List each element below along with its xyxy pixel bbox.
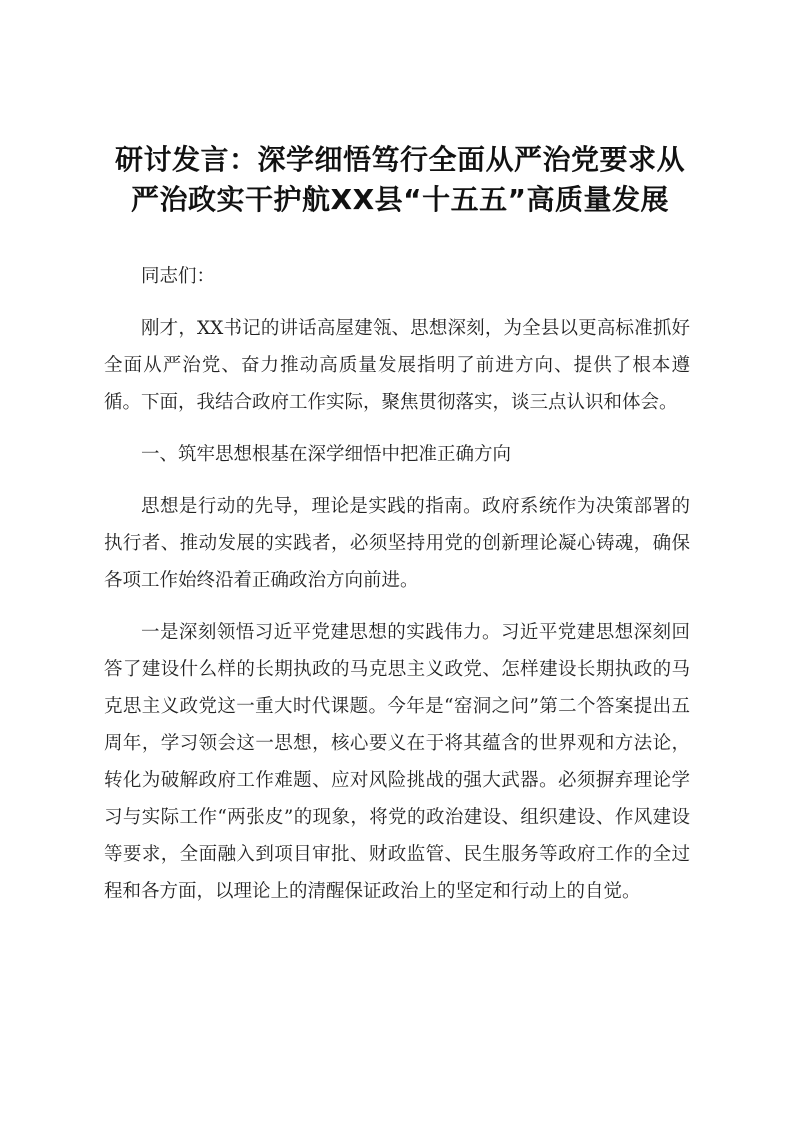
point-one-paragraph: 一是深刻领悟习近平党建思想的实践伟力。习近平党建思想深刻回答了建设什么样的长期执政的马克思主义政党、怎样建设长期执政的马克思主义政党这一重大时代课题。今年是“窑洞之问”第二个答案提出五周年，学习领会这一思想，核心要义在于将其蕴含的世界观和方法论，转化为破解政府工作难题、应对风险挑战的强大武器。必须摒弃理论学习与实际工作“两张皮”的现象，将党的政治建设、组织建设、作风建设等要求，全面融入到项目审批、财政监管、民生服务等政府工作的全过程和各方面，以理论上的清醒保证政治上的坚定和行动上的自觉。 — [104, 622, 690, 902]
section-heading-1: 一、筑牢思想根基在深学细悟中把准正确方向 — [141, 444, 512, 465]
document-body — [104, 258, 690, 925]
document-title — [100, 140, 700, 220]
intro-paragraph: 刚才，XX书记的讲话高屋建瓴、思想深刻，为全县以更高标准抓好全面从严治党、奋力推动高质量发展指明了前进方向、提供了根本遵循。下面，我结合政府工作实际，聚焦贯彻落实，谈三点认识和体会。 — [104, 318, 690, 413]
section-intro-paragraph: 思想是行动的先导，理论是实践的指南。政府系统作为决策部署的执行者、推动发展的实践者，必须坚持用党的创新理论凝心铸魂，确保各项工作始终沿着正确政治方向前进。 — [104, 496, 690, 591]
title-line-2: 严治政实干护航XX县“十五五”高质量发展 — [131, 183, 669, 216]
salutation: 同志们： — [141, 266, 216, 287]
title-line-1: 研讨发言：深学细悟笃行全面从严治党要求从 — [114, 143, 685, 176]
